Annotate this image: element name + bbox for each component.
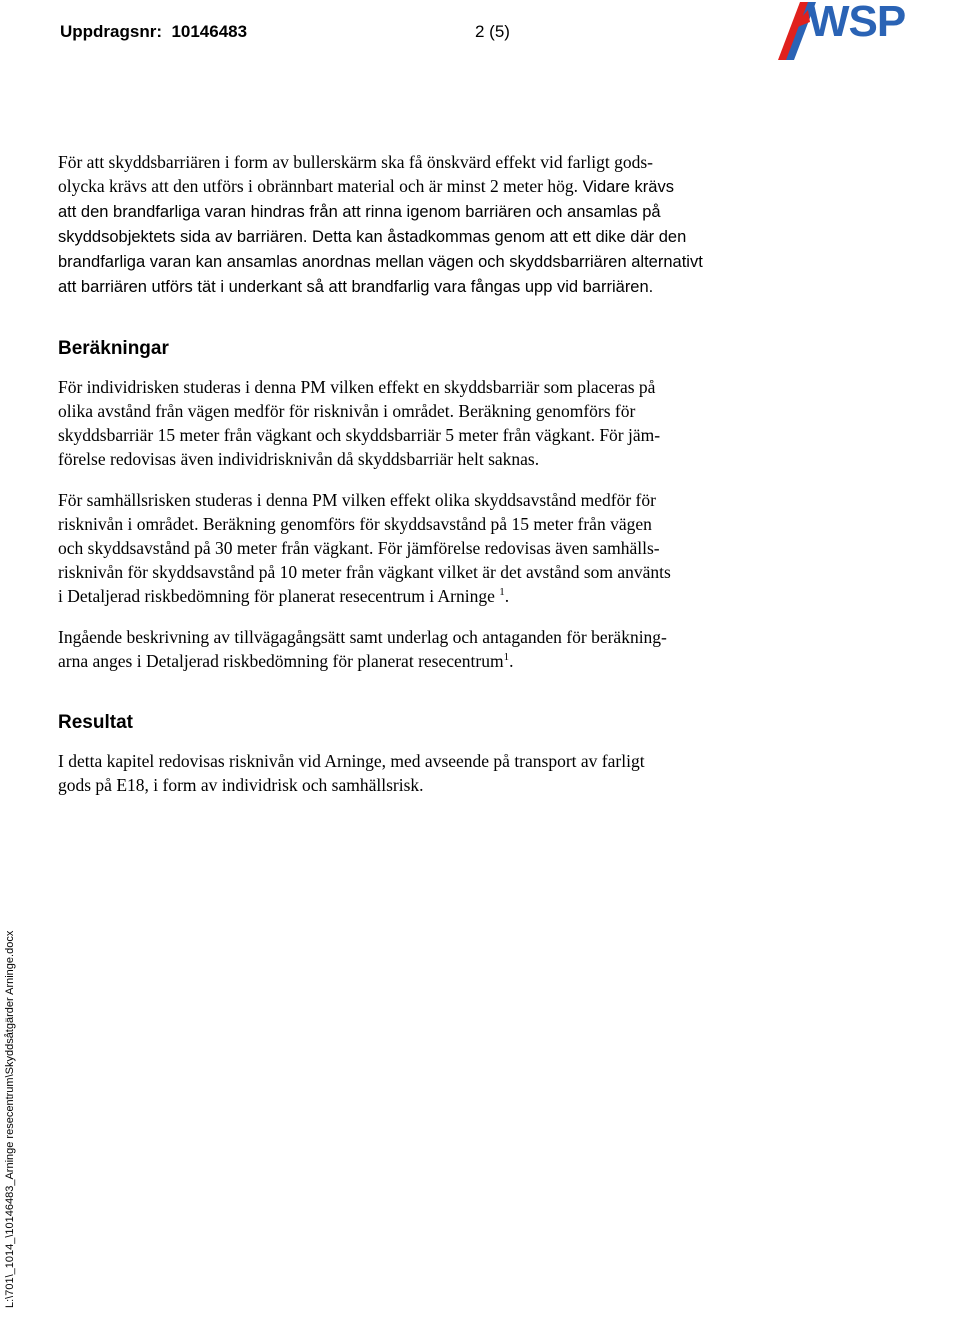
- project-number: Uppdragsnr: 10146483: [60, 22, 248, 41]
- document-body: [58, 150, 768, 814]
- heading-resultat: Resultat: [58, 712, 133, 733]
- page-number: 2 (5): [475, 22, 510, 41]
- paragraph-beskrivning: Ingående beskrivning av tillvägagångsätt samt underlag och antaganden för beräkning- arna anges i Detaljerad riskbedömning för planerat resecentrum$^1$.: [58, 627, 667, 671]
- paragraph-individrisk: För individrisken studeras i denna PM vilken effekt en skyddsbarriär som placeras på olika avstånd från vägen medför för risknivån i området. Beräkning genomförs för skyddsbarriär 15 meter från vägkant och skyddsbarriär 5 meter från vägkant. För jäm- förelse redovisas även individrisknivån då skyddsbarriär helt saknas.: [58, 377, 661, 469]
- wsp-logo-text: WSP: [808, 0, 906, 46]
- paragraph-resultat: I detta kapitel redovisas risknivån vid Arninge, med avseende på transport av farligt gods på E18, i form av individrisk och samhällsrisk.: [58, 751, 645, 795]
- paragraph-barrier: För att skyddsbarriären i form av bullerskärm ska få önskvärd effekt vid farligt gods- olycka krävs att den utförs i obrännbart material och är minst 2 meter hög. Vidare krävs att den brandfarliga varan hindras från att rinna igenom barriären och ansamlas på skyddsobjektets sida av barriären. Detta kan åstadkommas genom att ett dike där den brandfarliga varan kan ansamlas anordnas mellan vägen och skyddsbarriären alternativt att barriären utförs tät i underkant så att brandfarlig vara fångas upp vid barriären.: [58, 152, 703, 296]
- file-path: L:\701\_1014_\10146483_Arninge resecentrum\Skyddsåtgärder Arninge.docx: [4, 930, 16, 1308]
- paragraph-samhallsrisk: För samhällsrisken studeras i denna PM vilken effekt olika skyddsavstånd medför för risknivån i området. Beräkning genomförs för skyddsavstånd på 15 meter från vägen och skyddsavstånd på 30 meter från vägkant. För jämförelse redovisas även samhälls- risknivån för skyddsavstånd på 10 meter från vägkant vilket är det avstånd som använts i Detaljerad riskbedömning för planerat resecentrum i Arninge $^1$.: [58, 490, 671, 606]
- heading-berakningar: Beräkningar: [58, 338, 169, 359]
